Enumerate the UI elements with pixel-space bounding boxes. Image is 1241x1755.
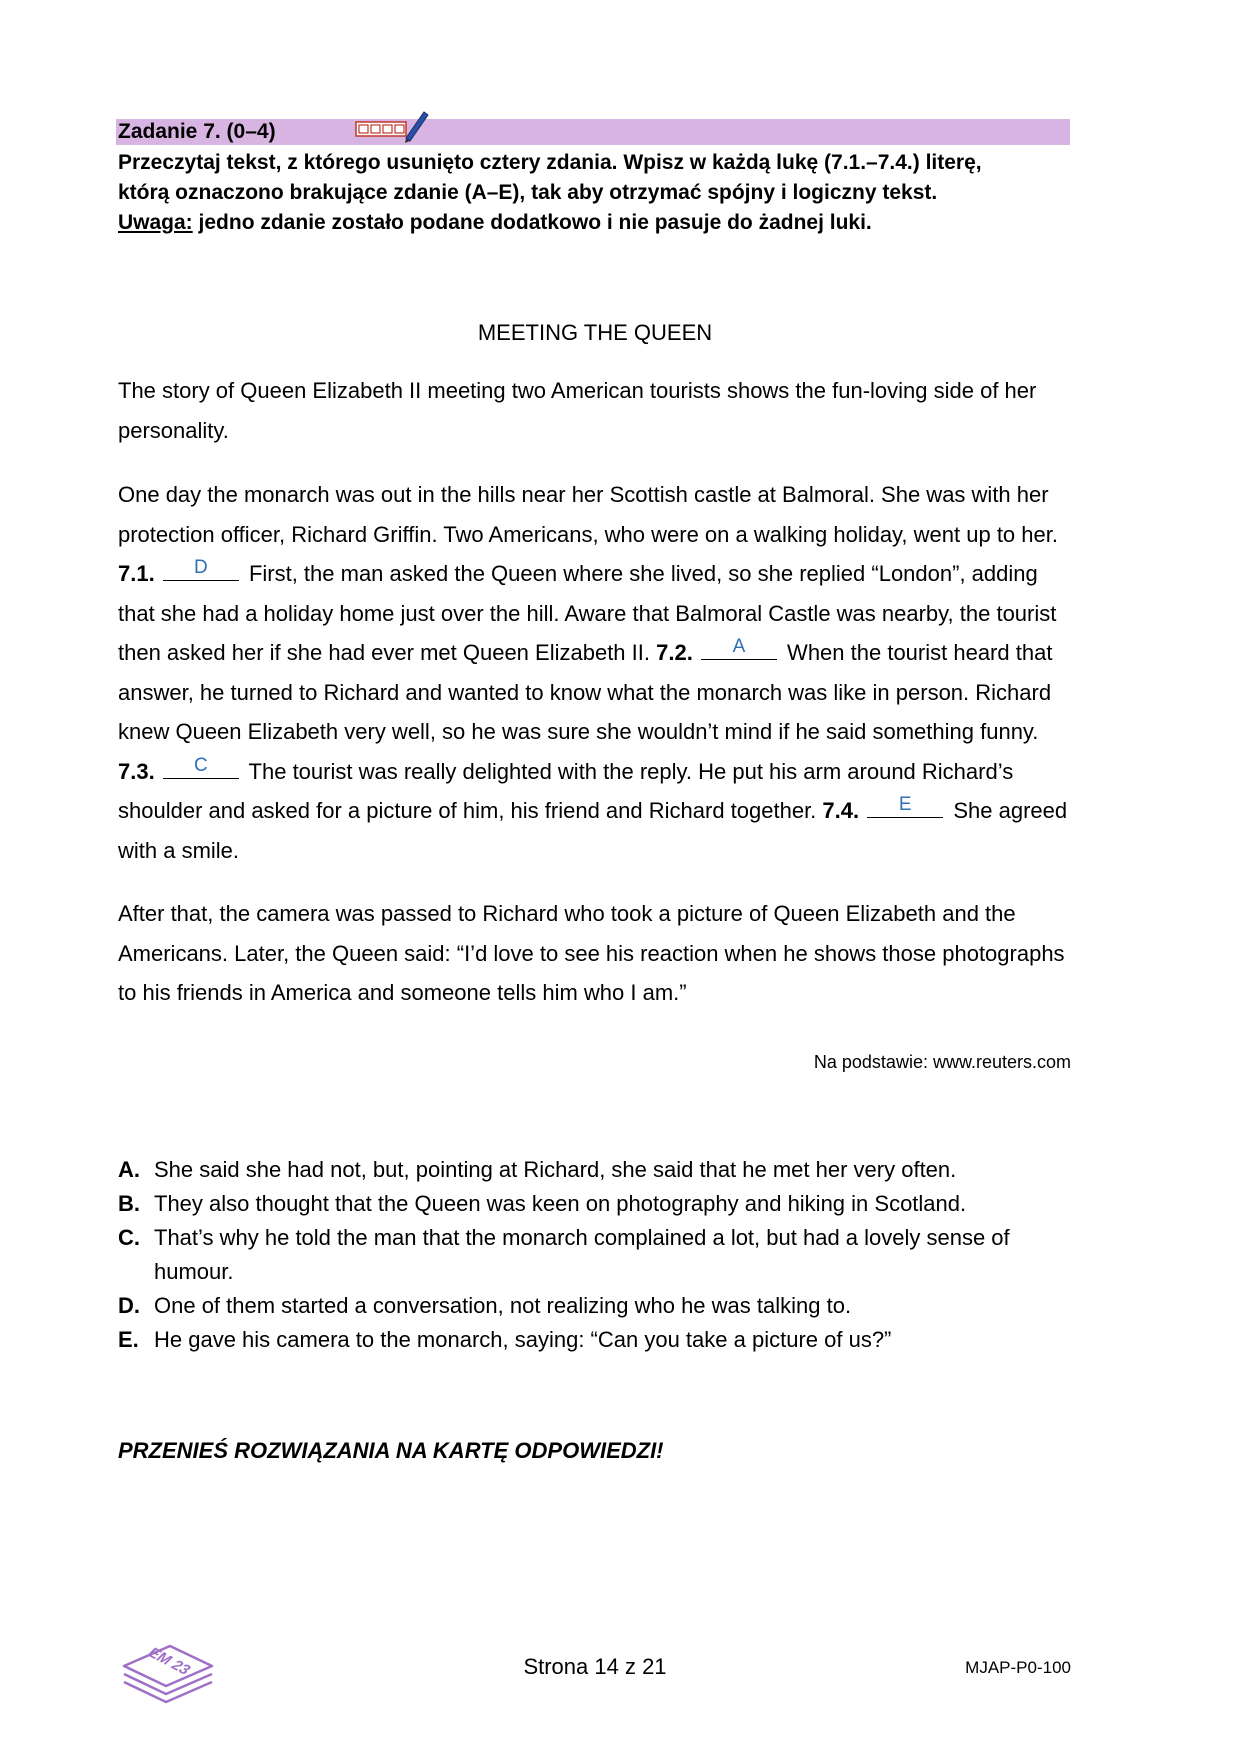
gap-7-1[interactable] [163, 558, 239, 581]
option-letter: E. [118, 1327, 139, 1352]
transfer-notice: PRZENIEŚ ROZWIĄZANIA NA KARTĘ ODPOWIEDZI! [118, 1438, 664, 1463]
option-a [118, 1153, 1078, 1187]
gap-7-3[interactable] [163, 756, 239, 779]
note-label: Uwaga: [118, 211, 193, 234]
option-text: One of them started a conversation, not realizing who he was talking to. [154, 1293, 852, 1318]
story-title: MEETING THE QUEEN [477, 320, 713, 345]
task-title: Zadanie 7. (0–4) [118, 120, 276, 143]
task-score-indicator [354, 108, 434, 144]
option-text: She said she had not, but, pointing at Richard, she said that he met her very often. [154, 1157, 957, 1182]
gap-7-2-answer: A [732, 636, 746, 657]
option-text: They also thought that the Queen was keen on photography and hiking in Scotland. [154, 1191, 967, 1216]
gap-7-1-answer: D [193, 557, 208, 578]
options-list [118, 1153, 1078, 1357]
gap-7-2-label: 7.2. [656, 640, 693, 665]
option-c [118, 1221, 1078, 1289]
gap-7-4-answer: E [898, 794, 912, 815]
option-e [118, 1323, 1078, 1357]
p2-text-a: One day the monarch was out in the hills near her Scottish castle at Balmoral. She was with her protection officer, Richard Griffin. Two Americans, who were on a walking holiday, went up to her. [118, 482, 1058, 547]
page-number: Strona 14 z 21 [523, 1654, 667, 1679]
score-boxes-icon [354, 108, 434, 144]
story-paragraph-1: The story of Queen Elizabeth II meeting two American tourists shows the fun-loving side of her personality. [118, 378, 1037, 443]
instruction-line-2: którą oznaczono brakujące zdanie (A–E), tak aby otrzymać spójny i logiczny tekst. [118, 181, 938, 204]
task-instructions [118, 148, 1078, 238]
gap-7-3-answer: C [193, 754, 208, 776]
option-letter: B. [118, 1191, 140, 1216]
instruction-note [118, 208, 1078, 238]
option-b [118, 1187, 1078, 1221]
gap-7-4-label: 7.4. [822, 798, 860, 823]
story-paragraph-2 [118, 475, 1078, 870]
option-text: He gave his camera to the monarch, saying: “Can you take a picture of us?” [154, 1327, 892, 1352]
story-paragraph-3: After that, the camera was passed to Richard who took a picture of Queen Elizabeth and the Americans. Later, the Queen said: “I’d love to see his reaction when he shows those photographs to his friends in America and someone tells him who I am.” [118, 901, 1065, 1005]
note-text: jedno zdanie zostało podane dodatkowo i nie pasuje do żadnej luki. [192, 211, 872, 234]
option-d [118, 1289, 1078, 1323]
gap-7-2[interactable] [701, 637, 777, 660]
gap-7-3-label: 7.3. [118, 758, 155, 784]
p2-text-d: The tourist was really delighted with the reply. He put his arm around Richard’s shoulder and asked for a picture of him, his friend and Richard together. [118, 758, 1014, 823]
option-letter: D. [118, 1293, 140, 1318]
logo-text: EM 23 [143, 1645, 195, 1678]
source-citation: Na podstawie: www.reuters.com [813, 1052, 1071, 1072]
option-text: That’s why he told the man that the monarch complained a lot, but had a lovely sense of humour. [154, 1225, 1010, 1284]
instruction-line-1: Przeczytaj tekst, z którego usunięto cztery zdania. Wpisz w każdą lukę (7.1.–7.4.) literę, [118, 151, 982, 174]
exam-code: MJAP-P0-100 [965, 1658, 1071, 1677]
pencil-icon [405, 112, 428, 143]
p2-text-c: When the tourist heard that answer, he turned to Richard and wanted to know what the monarch was like in person. Richard knew Queen Elizabeth very well, so he was sure she wouldn’t mind if he said something funny. [118, 640, 1053, 744]
option-letter: C. [118, 1225, 140, 1250]
gap-7-1-label: 7.1. [118, 561, 155, 586]
gap-7-4[interactable] [867, 795, 943, 818]
p2-text-e: She agreed with a smile. [118, 798, 1068, 863]
p2-text-b: First, the man asked the Queen where she lived, so she replied “London”, adding that she had a holiday home just over the hill. Aware that Balmoral Castle was nearby, the tourist then asked her if she had ever met Queen Elizabeth II. [118, 561, 1057, 665]
option-letter: A. [118, 1157, 140, 1182]
